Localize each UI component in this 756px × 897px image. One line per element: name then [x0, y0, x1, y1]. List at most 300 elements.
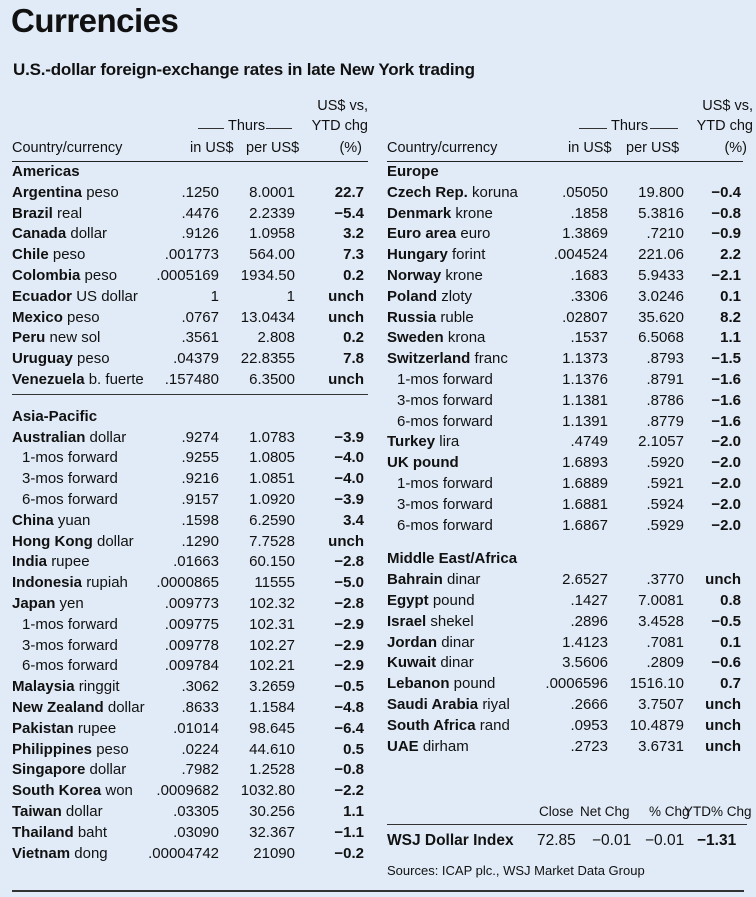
per-usd-value: .7210: [646, 225, 684, 243]
pct-chg-header: % Chg: [649, 804, 690, 819]
in-usd-value: 3.5606: [562, 654, 608, 672]
country-name: Argentina: [12, 183, 83, 201]
per-usd-value: 2.808: [257, 329, 295, 347]
per-usd-value: 3.6731: [638, 737, 684, 755]
page-title: Currencies: [11, 2, 179, 39]
ytd-change-value: unch: [328, 308, 364, 326]
ytd-change-value: −4.0: [334, 449, 364, 467]
ytd-change-value: 3.2: [343, 225, 364, 243]
currency-name: peso: [67, 308, 100, 326]
ytd-header-line1: US$ vs,: [317, 98, 368, 114]
per-usd-value: .8786: [646, 391, 684, 409]
country-name: Jordan: [387, 633, 438, 651]
table-row: [387, 308, 743, 329]
currency-name: 6-mos forward: [22, 657, 118, 675]
per-usd-value: 1032.80: [240, 782, 295, 800]
country-name: Lebanon: [387, 675, 450, 693]
per-usd-value: .5920: [646, 454, 684, 472]
country-name: Australian: [12, 428, 86, 446]
table-row: [387, 495, 743, 516]
country-name: Canada: [12, 225, 67, 243]
table-row: [12, 532, 368, 553]
currency-name: 6-mos forward: [22, 490, 118, 508]
country-name: Peru: [12, 329, 46, 347]
in-usd-value: .02807: [562, 308, 608, 326]
per-usd-value: 6.5068: [638, 329, 684, 347]
ytd-change-value: unch: [705, 716, 741, 734]
ytd-change-value: 0.5: [343, 740, 364, 758]
in-usd-value: .009778: [164, 636, 219, 654]
currency-name: 1-mos forward: [22, 449, 118, 467]
country-currency: [12, 594, 84, 615]
per-usd-value: 10.4879: [629, 716, 684, 734]
country-currency: [12, 636, 118, 657]
country-currency: [387, 308, 474, 329]
per-usd-value: .7081: [646, 633, 684, 651]
table-row: [387, 737, 743, 758]
country-name: Sweden: [387, 329, 444, 347]
table-row: [387, 412, 743, 433]
dollar-index-header: [387, 804, 752, 824]
per-usd-value: 5.3816: [638, 204, 684, 222]
per-usd-header: per US$: [626, 140, 680, 156]
per-usd-value: 564.00: [249, 246, 295, 264]
in-usd-value: .4749: [570, 433, 608, 451]
right-column: [387, 98, 753, 757]
currency-name: krone: [445, 266, 483, 284]
table-row: [387, 612, 743, 633]
close-header: Close: [539, 804, 574, 819]
country-name: Norway: [387, 266, 442, 284]
ytd-change-value: 7.8: [343, 350, 364, 368]
in-usd-value: .009773: [164, 594, 219, 612]
table-row: [387, 716, 743, 737]
country-header: Country/currency: [387, 140, 498, 156]
ytd-change-value: −2.9: [334, 657, 364, 675]
ytd-header-line3: (%): [339, 140, 362, 156]
table-row: [12, 760, 368, 781]
currency-name: forint: [452, 246, 486, 264]
currency-name: real: [57, 204, 83, 222]
table-row: [12, 266, 368, 287]
in-usd-value: .1683: [570, 266, 608, 284]
per-usd-value: 1516.10: [629, 675, 684, 693]
ytd-header-line2: YTD chg: [696, 118, 753, 134]
table-row: [12, 573, 368, 594]
table-row: [387, 570, 743, 591]
ytd-change-value: −3.9: [334, 428, 364, 446]
ytd-change-value: 0.2: [343, 266, 364, 284]
table-row: [12, 287, 368, 308]
net-chg-header: Net Chg: [580, 804, 630, 819]
per-usd-value: 221.06: [638, 246, 684, 264]
country-currency: [387, 474, 493, 495]
ytd-change-value: −3.9: [334, 490, 364, 508]
currency-name: dollar: [65, 802, 103, 820]
in-usd-value: .3561: [181, 329, 219, 347]
ytd-change-value: −1.6: [711, 412, 741, 430]
currency-name: rupee: [51, 553, 90, 571]
ytd-change-value: −2.1: [711, 266, 741, 284]
in-usd-value: 1.1376: [562, 370, 608, 388]
in-usd-value: .9216: [181, 470, 219, 488]
table-row: [12, 636, 368, 657]
region-heading: [387, 162, 743, 183]
country-name: Colombia: [12, 266, 81, 284]
country-name: Indonesia: [12, 574, 83, 592]
ytd-change-value: 7.3: [343, 246, 364, 264]
in-usd-value: .0006596: [545, 675, 608, 693]
country-name: Hong Kong: [12, 532, 93, 550]
table-row: [387, 695, 743, 716]
currency-name: dirham: [422, 737, 469, 755]
ytd-change-value: −2.0: [711, 474, 741, 492]
per-usd-value: 13.0434: [240, 308, 295, 326]
ytd-change-value: −0.4: [711, 183, 741, 201]
country-name: Hungary: [387, 246, 448, 264]
country-currency: [12, 615, 118, 636]
country-name: Egypt: [387, 591, 429, 609]
currency-name: 3-mos forward: [397, 391, 493, 409]
country-currency: [12, 328, 100, 349]
in-usd-value: .2666: [570, 695, 608, 713]
per-usd-value: 6.3500: [249, 370, 295, 388]
ytd-change-value: −5.0: [334, 574, 364, 592]
per-usd-value: 1: [286, 287, 295, 305]
country-currency: [387, 633, 475, 654]
table-row: [387, 328, 743, 349]
in-usd-value: .2723: [570, 737, 608, 755]
page-subtitle: U.S.-dollar foreign-exchange rates in late New York trading: [13, 60, 475, 79]
country-currency: [12, 469, 118, 490]
per-usd-value: .3770: [646, 571, 684, 589]
currency-name: won: [105, 782, 133, 800]
country-currency: [12, 448, 118, 469]
per-usd-value: 1.2528: [249, 761, 295, 779]
ytd-change-value: −2.9: [334, 615, 364, 633]
table-row: [387, 183, 743, 204]
table-row: [387, 516, 743, 537]
table-row: [12, 349, 368, 370]
currency-name: ringgit: [78, 678, 120, 696]
per-usd-value: 30.256: [249, 802, 295, 820]
region-label: Asia-Pacific: [12, 407, 98, 425]
currency-name: krona: [447, 329, 486, 347]
currency-name: pound: [453, 675, 496, 693]
country-currency: [12, 698, 145, 719]
in-usd-value: 1.1381: [562, 391, 608, 409]
country-currency: [387, 653, 474, 674]
in-usd-value: .0000865: [156, 574, 219, 592]
currency-name: peso: [52, 246, 86, 264]
ytd-change-value: −0.8: [711, 204, 741, 222]
per-usd-value: .2809: [646, 654, 684, 672]
table-row: [12, 823, 368, 844]
currency-name: peso: [84, 266, 118, 284]
per-usd-value: 22.8355: [240, 350, 295, 368]
column-header: [12, 98, 368, 160]
region-heading: [12, 407, 368, 428]
in-usd-value: 1.4123: [562, 633, 608, 651]
per-usd-value: 3.4528: [638, 612, 684, 630]
ytd-change-value: −0.5: [334, 678, 364, 696]
country-currency: [12, 204, 82, 225]
country-currency: [12, 370, 144, 391]
table-row: [12, 448, 368, 469]
ytd-change-value: −2.0: [711, 454, 741, 472]
in-usd-value: .7982: [181, 761, 219, 779]
in-usd-value: .01014: [173, 719, 219, 737]
per-usd-value: 1.0958: [249, 225, 295, 243]
in-usd-value: .001773: [164, 246, 219, 264]
ytd-change-value: −1.5: [711, 350, 741, 368]
country-name: Thailand: [12, 823, 74, 841]
country-name: Denmark: [387, 204, 452, 222]
per-usd-value: 32.367: [249, 823, 295, 841]
country-name: Czech Rep.: [387, 183, 468, 201]
per-usd-value: 3.2659: [249, 678, 295, 696]
per-usd-value: .8779: [646, 412, 684, 430]
country-currency: [387, 453, 459, 474]
country-currency: [387, 591, 475, 612]
in-usd-value: .03305: [173, 802, 219, 820]
currency-name: zloty: [441, 287, 473, 305]
in-usd-value: .0953: [570, 716, 608, 734]
country-currency: [12, 490, 118, 511]
country-currency: [12, 308, 100, 329]
table-row: [387, 245, 743, 266]
country-currency: [387, 495, 493, 516]
country-currency: [387, 716, 510, 737]
country-name: Singapore: [12, 761, 86, 779]
per-usd-value: 35.620: [638, 308, 684, 326]
table-row: [387, 474, 743, 495]
in-usd-value: .004524: [553, 246, 608, 264]
table-row: [12, 204, 368, 225]
table-row: [12, 183, 368, 204]
table-row: [12, 224, 368, 245]
currency-name: dollar: [89, 761, 127, 779]
country-currency: [12, 511, 90, 532]
currency-name: dinar: [440, 654, 474, 672]
in-usd-value: .009784: [164, 657, 219, 675]
in-usd-value: 1.6867: [562, 516, 608, 534]
ytd-change-value: −1.6: [711, 391, 741, 409]
ytd-change-value: unch: [705, 571, 741, 589]
country-name: Kuwait: [387, 654, 437, 672]
table-row: [387, 391, 743, 412]
table-row: [387, 266, 743, 287]
in-usd-value: .1427: [570, 591, 608, 609]
currency-name: pound: [432, 591, 475, 609]
ytd-change-value: 1.1: [720, 329, 741, 347]
per-usd-value: 1.0805: [249, 449, 295, 467]
ytd-header-line2: YTD chg: [311, 118, 368, 134]
country-currency: [387, 695, 510, 716]
currency-name: yen: [59, 594, 84, 612]
currency-name: 3-mos forward: [22, 470, 118, 488]
in-usd-header: in US$: [568, 140, 612, 156]
index-ytd-pct-chg: −1.31: [697, 832, 737, 849]
per-usd-value: 7.7528: [249, 532, 295, 550]
ytd-change-value: −1.6: [711, 370, 741, 388]
currency-name: shekel: [430, 612, 474, 630]
currency-name: peso: [96, 740, 129, 758]
currency-name: 1-mos forward: [397, 474, 493, 492]
ytd-change-value: 0.2: [343, 329, 364, 347]
currency-name: 3-mos forward: [22, 636, 118, 654]
country-name: Euro area: [387, 225, 457, 243]
ytd-change-value: −4.8: [334, 698, 364, 716]
in-usd-value: .0767: [181, 308, 219, 326]
currency-name: krone: [455, 204, 493, 222]
in-usd-value: .01663: [173, 553, 219, 571]
per-usd-value: 102.31: [249, 615, 295, 633]
ytd-change-value: −0.5: [711, 612, 741, 630]
table-row: [12, 594, 368, 615]
region-heading: [387, 549, 743, 570]
currency-name: rand: [479, 716, 510, 734]
ytd-change-value: 0.7: [720, 675, 741, 693]
currency-name: dinar: [447, 571, 481, 589]
country-currency: [12, 781, 133, 802]
country-name: Chile: [12, 246, 49, 264]
currency-name: dollar: [96, 532, 134, 550]
per-usd-value: 8.0001: [249, 183, 295, 201]
per-usd-value: .8791: [646, 370, 684, 388]
country-currency: [387, 287, 472, 308]
country-currency: [12, 844, 108, 865]
per-usd-header: per US$: [246, 140, 300, 156]
index-net-chg: −0.01: [592, 832, 632, 849]
country-name: Vietnam: [12, 844, 71, 862]
table-row: [12, 656, 368, 677]
country-currency: [387, 737, 469, 758]
per-usd-value: 1934.50: [240, 266, 295, 284]
index-close: 72.85: [537, 832, 576, 849]
country-header: Country/currency: [12, 140, 123, 156]
currency-name: new sol: [49, 329, 101, 347]
ytd-header-line1: US$ vs,: [702, 98, 753, 114]
per-usd-value: 3.0246: [638, 287, 684, 305]
table-row: [387, 653, 743, 674]
in-usd-value: 2.6527: [562, 571, 608, 589]
ytd-change-value: −2.0: [711, 495, 741, 513]
ytd-change-value: −0.6: [711, 654, 741, 672]
ytd-change-value: 0.1: [720, 287, 741, 305]
index-pct-chg: −0.01: [645, 832, 685, 849]
sources-note: Sources: ICAP plc., WSJ Market Data Group: [387, 863, 645, 878]
country-currency: [387, 432, 459, 453]
country-name: Uruguay: [12, 350, 73, 368]
country-currency: [12, 677, 120, 698]
ytd-change-value: 0.8: [720, 591, 741, 609]
country-name: Turkey: [387, 433, 436, 451]
country-currency: [387, 570, 480, 591]
region-heading: [12, 162, 368, 183]
table-row: [387, 591, 743, 612]
ytd-change-value: 2.2: [720, 246, 741, 264]
currency-name: dollar: [107, 698, 145, 716]
region-label: Americas: [12, 163, 80, 180]
in-usd-value: 1.6889: [562, 474, 608, 492]
ytd-change-value: −1.1: [334, 823, 364, 841]
table-row: [387, 633, 743, 654]
currency-name: baht: [77, 823, 108, 841]
country-currency: [387, 412, 493, 433]
table-row: [12, 802, 368, 823]
in-usd-value: .04379: [173, 350, 219, 368]
thurs-header: Thurs: [611, 118, 649, 134]
table-row: [12, 740, 368, 761]
table-row: [387, 453, 743, 474]
in-usd-value: .05050: [562, 183, 608, 201]
country-currency: [12, 823, 107, 844]
column-header: [387, 98, 753, 160]
country-currency: [12, 573, 128, 594]
per-usd-value: .5924: [646, 495, 684, 513]
in-usd-value: 1.1373: [562, 350, 608, 368]
currency-name: b. fuerte: [88, 370, 144, 388]
country-name: India: [12, 553, 48, 571]
per-usd-value: 102.27: [249, 636, 295, 654]
in-usd-value: .8633: [181, 698, 219, 716]
country-currency: [12, 183, 119, 204]
in-usd-value: .1250: [181, 183, 219, 201]
country-name: Israel: [387, 612, 427, 630]
country-name: UK pound: [387, 454, 459, 472]
per-usd-value: 19.800: [638, 183, 684, 201]
ytd-change-value: unch: [705, 695, 741, 713]
left-table-body: [12, 162, 368, 864]
in-usd-value: .00004742: [148, 844, 219, 862]
in-usd-value: .1598: [181, 511, 219, 529]
per-usd-value: 102.21: [249, 657, 295, 675]
ytd-change-value: 22.7: [334, 183, 364, 201]
country-currency: [12, 532, 134, 553]
ytd-change-value: −2.0: [711, 516, 741, 534]
table-row: [387, 204, 743, 225]
per-usd-value: 6.2590: [249, 511, 295, 529]
in-usd-value: 1.3869: [562, 225, 608, 243]
country-name: Bahrain: [387, 571, 443, 589]
currency-name: yuan: [57, 511, 91, 529]
country-name: South Africa: [387, 716, 476, 734]
per-usd-value: 98.645: [249, 719, 295, 737]
country-currency: [387, 370, 493, 391]
country-name: Malaysia: [12, 678, 75, 696]
in-usd-value: .1858: [570, 204, 608, 222]
per-usd-value: 7.0081: [638, 591, 684, 609]
per-usd-value: 60.150: [249, 553, 295, 571]
region-label: Europe: [387, 163, 439, 180]
currency-name: euro: [460, 225, 491, 243]
currency-name: dong: [74, 844, 108, 862]
ytd-change-value: −2.8: [334, 553, 364, 571]
ytd-change-value: unch: [328, 287, 364, 305]
per-usd-value: 1.0783: [249, 428, 295, 446]
per-usd-value: 2.1057: [638, 433, 684, 451]
ytd-change-value: unch: [328, 370, 364, 388]
left-column: [12, 98, 368, 864]
currency-name: riyal: [482, 695, 510, 713]
table-row: [387, 674, 743, 695]
per-usd-value: 5.9433: [638, 266, 684, 284]
currency-name: dinar: [441, 633, 475, 651]
country-currency: [12, 552, 90, 573]
in-usd-value: .157480: [164, 370, 219, 388]
country-currency: [387, 349, 508, 370]
